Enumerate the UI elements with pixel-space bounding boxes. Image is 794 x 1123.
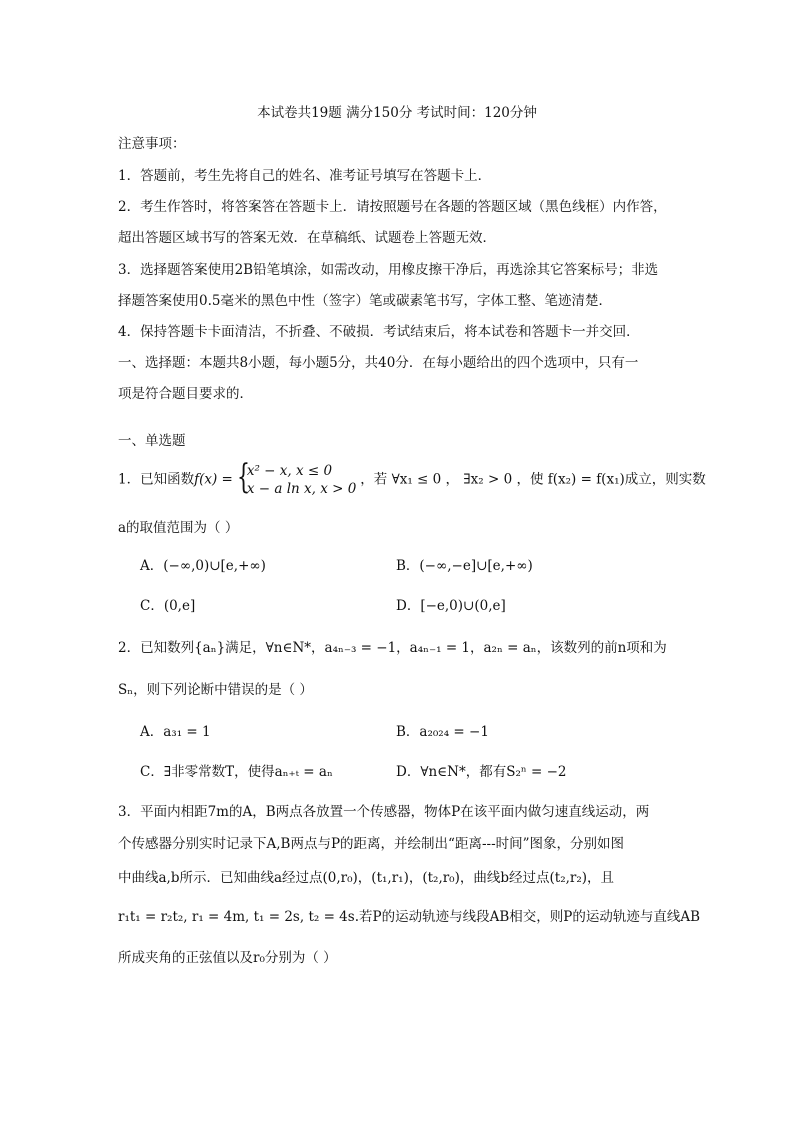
notice-4: 4．保持答题卡卡面清洁，不折叠、不破损．考试结束后，将本试卷和答题卡一并交回． [118,324,640,340]
q1-option-b[interactable]: B．(−∞,−e]∪[e,+∞) [396,558,533,574]
q2-option-a[interactable]: A．a₃₁ = 1 [140,724,211,740]
notice-1: 1．答题前，考生先将自己的姓名、准考证号填写在答题卡上． [118,168,492,184]
section-intro-1: 一、选择题：本题共8小题，每小题5分，共40分．在每小题给出的四个选项中，只有一 [118,355,639,371]
question-1-line2: a的取值范围为（ ） [118,520,239,536]
exam-header: 本试卷共19题 满分150分 考试时间：120分钟 [257,105,537,121]
question-3-line1: 3．平面内相距7m的A，B两点各放置一个传感器，物体P在该平面内做匀速直线运动，两 [118,804,650,820]
question-2-line2: Sₙ，则下列论断中错误的是（ ） [118,682,313,698]
q1-piece-1: x² − x, x ≤ 0 [246,463,333,479]
question-3-line5: 所成夹角的正弦值以及r₀分别为（ ） [118,950,337,966]
question-3-line2: 个传感器分别实时记录下A,B两点与P的距离，并绘制出“距离---时间”图象，分别如图 [118,836,625,852]
q1-option-c[interactable]: C．(0,e] [140,598,196,614]
q2-option-c[interactable]: C．∃非零常数T，使得aₙ₊ₜ = aₙ [140,764,333,780]
notice-3-cont: 择题答案使用0.5毫米的黑色中性（签字）笔或碳素笔书写，字体工整、笔迹清楚． [118,293,612,309]
q1-piecewise: { x² − x, x ≤ 0 x − a ln x, x > 0 [236,457,357,497]
q1-prefix: 1．已知函数 [118,471,195,488]
q1-suffix: ，若 ∀x₁ ≤ 0 ， ∃x₂ > 0 ，使 f(x₂) = f(x₁)成立，则实数 [360,471,706,488]
question-1-stem [118,457,706,498]
q2-option-d[interactable]: D．∀n∈N*，都有S₂ⁿ = −2 [396,764,567,780]
question-3-line3: 中曲线a,b所示．已知曲线a经过点(0,r₀)，(t₁,r₁)，(t₂,r₀)，曲线b经过点(t₂,r₂)，且 [118,870,615,886]
notice-2: 2．考生作答时，将答案答在答题卡上．请按照题号在各题的答题区域（黑色线框）内作答， [118,199,667,215]
notice-title: 注意事项： [118,136,186,152]
q1-option-d[interactable]: D．[−e,0)∪(0,e] [396,598,506,614]
q1-piece-2: x − a ln x, x > 0 [246,481,357,497]
section-title: 一、单选题 [118,433,186,449]
q2-option-b[interactable]: B．a₂₀₂₄ = −1 [396,724,489,740]
q1-option-a[interactable]: A．(−∞,0)∪[e,+∞) [140,558,266,574]
notice-3: 3．选择题答案使用2B铅笔填涂，如需改动，用橡皮擦干净后，再选涂其它答案标号；非选 [118,262,659,278]
question-2-line1: 2．已知数列{aₙ}满足，∀n∈N*，a₄ₙ₋₃ = −1，a₄ₙ₋₁ = 1，a₂ₙ = aₙ，该数列的前n项和为 [118,640,667,656]
question-3-line4: r₁t₁ = r₂t₂, r₁ = 4m, t₁ = 2s, t₂ = 4s.若P的运动轨迹与线段AB相交，则P的运动轨迹与直线AB [118,909,700,925]
notice-2-cont: 超出答题区域书写的答案无效．在草稿纸、试题卷上答题无效． [118,230,496,246]
section-intro-2: 项是符合题目要求的． [118,386,253,402]
q1-function: f(x) = [194,471,233,488]
